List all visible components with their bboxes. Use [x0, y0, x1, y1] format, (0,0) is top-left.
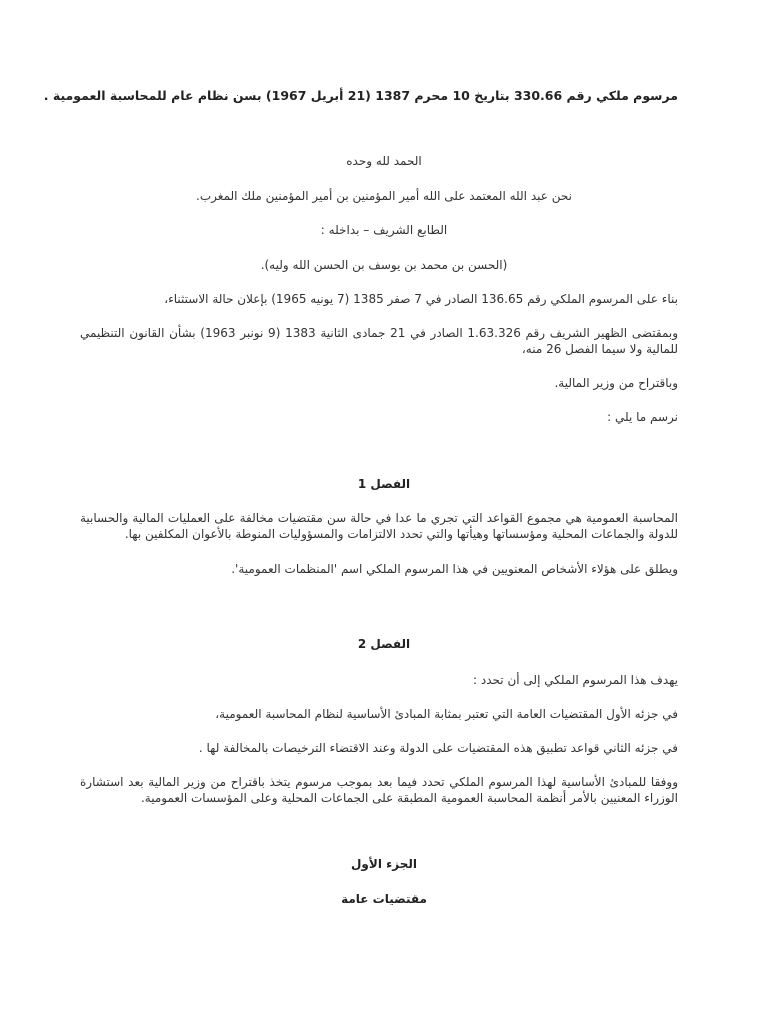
preamble-paragraph: بناء على المرسوم الملكي رقم 136.65 الصادر في 7 صفر 1385 (7 يونيه 1965) بإعلان حالة الاستثناء، — [164, 292, 678, 306]
chapter-1-paragraph: المحاسبة العمومية هي مجموع القواعد التي تجري ما عدا في حالة سن مقتضيات مخالفة على العمليات المالية والحسابية للدولة والجماعات المحلية ومؤسساتها وهيأتها والتي تحدد الالتزامات والمسؤوليات المنوطة بالأعوان المكلفين بها. — [80, 511, 678, 541]
invocation: الحمد لله وحده — [346, 154, 422, 168]
seal-line: الطابع الشريف – بداخله : — [320, 223, 448, 237]
decree-formula: نرسم ما يلي : — [607, 410, 678, 424]
decree-title: مرسوم ملكي رقم 330.66 بتاريخ 10 محرم 1387 (21 أبريل 1967) بسن نظام عام للمحاسبة العمومية . — [43, 88, 678, 103]
chapter-2-paragraph: ووفقا للمبادئ الأساسية لهذا المرسوم الملكي تحدد فيما بعد بموجب مرسوم يتخذ باقتراح من وزير المالية بعد استشارة الوزراء المعنيين بالأمر أنظمة المحاسبة العمومية المطبقة على الجماعات المحلية وعلى المؤسسات العمومية. — [80, 775, 678, 805]
chapter-2-heading: الفصل 2 — [357, 637, 411, 651]
chapter-1-paragraph: ويطلق على هؤلاء الأشخاص المعنويين في هذا المرسوم الملكي اسم 'المنظمات العمومية'. — [231, 562, 678, 576]
preamble-paragraph: وبمقتضى الظهير الشريف رقم 1.63.326 الصادر في 21 جمادى الثانية 1383 (9 نونبر 1963) بشأن القانون التنظيمي للمالية ولا سيما الفصل 26 منه، — [80, 326, 679, 356]
king-line: نحن عبد الله المعتمد على الله أمير المؤمنين بن أمير المؤمنين ملك المغرب. — [196, 189, 572, 203]
chapter-1-heading: الفصل 1 — [357, 477, 411, 491]
preamble-paragraph: وباقتراح من وزير المالية. — [554, 376, 678, 390]
chapter-2-intro: يهدف هذا المرسوم الملكي إلى أن تحدد : — [473, 673, 678, 687]
part-1-subheading: مقتضيات عامة — [341, 892, 427, 906]
chapter-2-item: في جزئه الثاني قواعد تطبيق هذه المقتضيات على الدولة وعند الاقتضاء الترخيصات بالمخالفة لها . — [198, 741, 678, 755]
chapter-2-item: في جزئه الأول المقتضيات العامة التي تعتبر بمثابة المبادئ الأساسية لنظام المحاسبة العمومية، — [215, 707, 678, 721]
seal-name: (الحسن بن محمد بن يوسف بن الحسن الله وليه). — [260, 258, 508, 272]
part-1-heading: الجزء الأول — [351, 857, 417, 871]
